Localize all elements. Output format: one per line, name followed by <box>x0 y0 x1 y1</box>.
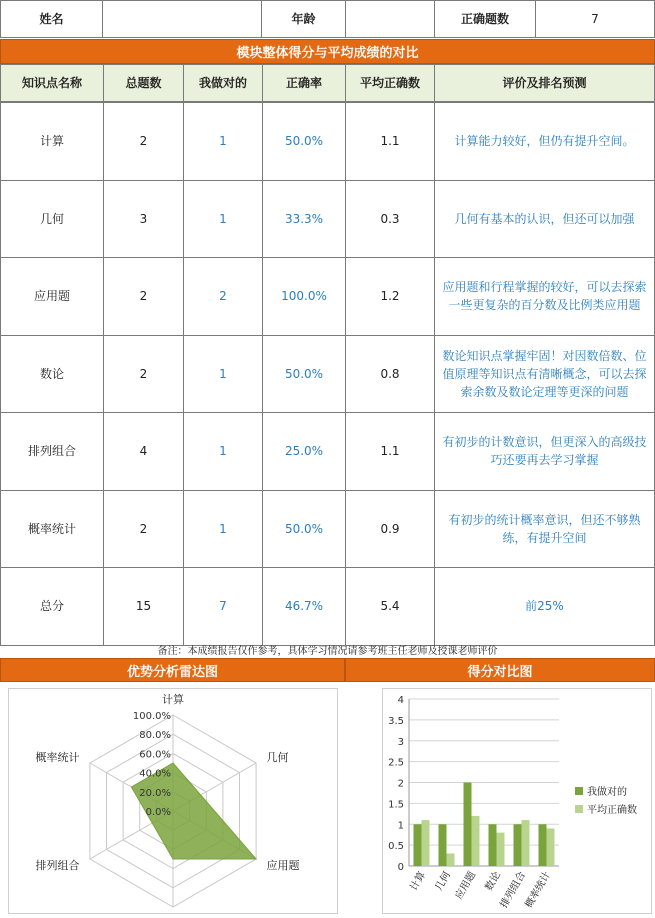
bar-chart-title: 得分对比图 <box>345 658 655 682</box>
cell-comment: 应用题和行程掌握的较好，可以去探索一些更复杂的百分数及比例类应用题 <box>434 257 655 336</box>
bar-my-correct <box>489 824 497 866</box>
cell-avg: 1.1 <box>345 412 435 491</box>
header-col-correct: 我做对的 <box>183 64 263 102</box>
bar-tick-label: 0.5 <box>388 841 404 853</box>
radar-tick-label: 20.0% <box>139 787 171 799</box>
radar-tick-label: 0.0% <box>145 807 171 818</box>
cell-comment: 有初步的计数意识，但更深入的高级技巧还要再去学习掌握 <box>434 412 655 491</box>
bar-tick-label: 3 <box>397 736 404 748</box>
radar-panel <box>8 688 338 914</box>
bar-chart <box>383 689 651 913</box>
bar-avg-correct <box>497 833 505 866</box>
cell-correct: 1 <box>183 412 263 491</box>
cell-comment: 数论知识点掌握牢固！对因数倍数、位值原理等知识点有清晰概念，可以去探索余数及数论定理等更深的问题 <box>434 335 655 414</box>
cell-rate: 46.7% <box>262 567 346 646</box>
cell-avg: 1.2 <box>345 257 435 336</box>
bar-tick-label: 2.5 <box>388 757 404 769</box>
cell-rate: 25.0% <box>262 412 346 491</box>
bar-my-correct <box>464 783 472 867</box>
cell-rate: 50.0% <box>262 102 346 181</box>
cell-total: 2 <box>103 102 184 181</box>
cell-avg: 5.4 <box>345 567 435 646</box>
bar-category-label: 排列组合 <box>498 870 529 911</box>
bar-tick-label: 3.5 <box>388 715 404 727</box>
legend-swatch <box>575 805 583 813</box>
cell-comment: 前25% <box>434 567 655 646</box>
correct-count-value: 7 <box>535 0 655 38</box>
bar-tick-label: 2 <box>397 778 404 790</box>
cell-name: 几何 <box>0 180 104 259</box>
age-label: 年龄 <box>261 0 346 38</box>
bar-tick-label: 1 <box>397 820 404 832</box>
cell-name: 概率统计 <box>0 490 104 569</box>
cell-rate: 50.0% <box>262 335 346 414</box>
cell-name: 应用题 <box>0 257 104 336</box>
bar-avg-correct <box>522 820 530 866</box>
name-label: 姓名 <box>0 0 103 38</box>
cell-avg: 0.8 <box>345 335 435 414</box>
radar-tick-label: 40.0% <box>139 768 171 780</box>
radar-title: 优势分析雷达图 <box>0 658 345 682</box>
header-col-rate: 正确率 <box>262 64 346 102</box>
cell-total: 2 <box>103 335 184 414</box>
bar-category-label: 几何 <box>433 870 454 893</box>
bar-my-correct <box>439 824 447 866</box>
cell-name: 总分 <box>0 567 104 646</box>
cell-total: 2 <box>103 257 184 336</box>
cell-correct: 1 <box>183 180 263 259</box>
cell-correct: 2 <box>183 257 263 336</box>
radar-category-label: 排列组合 <box>35 859 80 872</box>
bar-avg-correct <box>422 820 430 866</box>
cell-name: 计算 <box>0 102 104 181</box>
cell-total: 4 <box>103 412 184 491</box>
bar-panel <box>382 688 652 914</box>
bar-category-label: 概率统计 <box>523 870 554 911</box>
cell-avg: 0.3 <box>345 180 435 259</box>
header-col-comment: 评价及排名预测 <box>434 64 655 102</box>
cell-comment: 计算能力较好，但仍有提升空间。 <box>434 102 655 181</box>
bar-tick-label: 1.5 <box>388 799 404 811</box>
cell-name: 排列组合 <box>0 412 104 491</box>
cell-rate: 33.3% <box>262 180 346 259</box>
cell-name: 数论 <box>0 335 104 414</box>
bar-category-label: 数论 <box>483 870 504 893</box>
section-title: 模块整体得分与平均成绩的对比 <box>0 39 655 64</box>
radar-category-label: 概率统计 <box>35 751 80 764</box>
header-col-total: 总题数 <box>103 64 184 102</box>
cell-total: 2 <box>103 490 184 569</box>
header-col-name: 知识点名称 <box>0 64 104 102</box>
bar-avg-correct <box>547 828 555 866</box>
cell-correct: 1 <box>183 102 263 181</box>
bar-tick-label: 0 <box>397 862 404 873</box>
bar-category-label: 计算 <box>408 870 429 893</box>
correct-count-label: 正确题数 <box>434 0 536 38</box>
cell-comment: 几何有基本的认识，但还可以加强 <box>434 180 655 259</box>
radar-tick-label: 100.0% <box>132 711 171 722</box>
cell-correct: 1 <box>183 335 263 414</box>
header-col-avg: 平均正确数 <box>345 64 435 102</box>
bar-my-correct <box>539 824 547 866</box>
cell-avg: 1.1 <box>345 102 435 181</box>
age-value[interactable] <box>345 0 435 38</box>
cell-avg: 0.9 <box>345 490 435 569</box>
report-note: 备注：本成绩报告仅作参考，具体学习情况请参考班主任老师及授课老师评价 <box>157 646 498 657</box>
cell-total: 15 <box>103 567 184 646</box>
bar-tick-label: 4 <box>397 695 404 706</box>
legend-swatch <box>575 787 583 795</box>
radar-category-label: 几何 <box>266 751 289 764</box>
bar-avg-correct <box>472 816 480 866</box>
bar-my-correct <box>514 824 522 866</box>
bar-my-correct <box>414 824 422 866</box>
cell-comment: 有初步的统计概率意识，但还不够熟练，有提升空间 <box>434 490 655 569</box>
cell-correct: 1 <box>183 490 263 569</box>
radar-category-label: 应用题 <box>266 859 300 872</box>
cell-rate: 50.0% <box>262 490 346 569</box>
cell-correct: 7 <box>183 567 263 646</box>
radar-chart <box>9 689 337 913</box>
bar-category-label: 应用题 <box>453 870 479 902</box>
radar-tick-label: 80.0% <box>139 730 171 742</box>
name-value[interactable] <box>102 0 262 38</box>
cell-rate: 100.0% <box>262 257 346 336</box>
radar-category-label: 计算 <box>162 693 184 706</box>
legend-label: 平均正确数 <box>587 805 637 816</box>
legend-label: 我做对的 <box>587 787 627 798</box>
cell-total: 3 <box>103 180 184 259</box>
radar-tick-label: 60.0% <box>139 749 171 761</box>
bar-avg-correct <box>447 853 455 866</box>
